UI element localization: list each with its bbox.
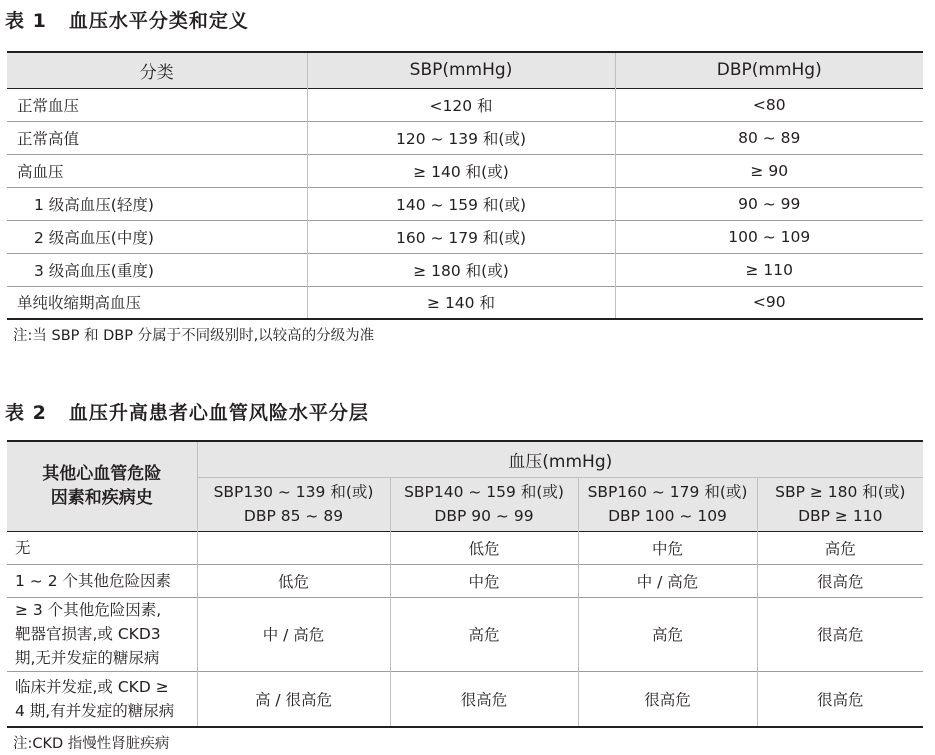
table2-title-text: 血压升高患者心血管风险水平分层: [68, 402, 369, 424]
blood-pressure-classification-table: [7, 51, 923, 320]
bp-range-header: SBP140 ~ 159 和(或) DBP 90 ~ 99: [390, 477, 578, 531]
table-row: [7, 253, 923, 286]
table2-label: 表 2: [5, 402, 47, 424]
table-header-row: [7, 441, 923, 477]
blood-pressure-header: 血压(mmHg): [197, 441, 923, 477]
risk-factors-header: [7, 441, 197, 531]
risk-level-cell: 低危: [390, 531, 578, 564]
category-cell: 3 级高血压(重度): [34, 261, 154, 280]
table-row: [7, 220, 923, 253]
header-category: 分类: [139, 62, 174, 83]
risk-level-cell: 中危: [578, 531, 757, 564]
risk-level-cell: 低危: [197, 564, 390, 597]
dbp-cell: 90 ~ 99: [615, 187, 923, 220]
risk-header-line: 因素和疾病史: [50, 488, 153, 509]
category-cell: 单纯收缩期高血压: [17, 294, 142, 313]
risk-level-cell: 很高危: [757, 564, 923, 597]
table-row: [7, 597, 923, 671]
bp-range-header: SBP160 ~ 179 和(或) DBP 100 ~ 109: [578, 477, 757, 531]
dbp-cell: <80: [615, 88, 923, 121]
risk-level-cell: 很高危: [390, 671, 578, 727]
sbp-cell: ≥ 140 和: [307, 286, 615, 319]
table1-title: [5, 6, 249, 33]
risk-level-cell: 中危: [390, 564, 578, 597]
risk-level-cell: 很高危: [757, 597, 923, 671]
sbp-cell: 140 ~ 159 和(或): [307, 187, 615, 220]
sbp-cell: ≥ 140 和(或): [307, 154, 615, 187]
table-row: [7, 121, 923, 154]
header-dbp: DBP(mmHg): [615, 52, 923, 88]
risk-factor-cell: 1 ~ 2 个其他危险因素: [15, 571, 171, 590]
header-sbp: SBP(mmHg): [307, 52, 615, 88]
bp-range-header: SBP130 ~ 139 和(或) DBP 85 ~ 89: [197, 477, 390, 531]
table2-title: [5, 398, 369, 425]
risk-level-cell: [197, 531, 390, 564]
category-cell: 2 级高血压(中度): [34, 228, 154, 247]
table-row: [7, 286, 923, 319]
risk-level-cell: 中 / 高危: [197, 597, 390, 671]
risk-header-line: 其他心血管危险: [42, 464, 162, 485]
risk-level-cell: 很高危: [578, 671, 757, 727]
bp-range-header: SBP ≥ 180 和(或) DBP ≥ 110: [757, 477, 923, 531]
risk-level-cell: 很高危: [757, 671, 923, 727]
table1-label: 表 1: [5, 10, 47, 32]
table-row: [7, 154, 923, 187]
sbp-cell: 120 ~ 139 和(或): [307, 121, 615, 154]
table-row: [7, 88, 923, 121]
table-header-row: [7, 52, 923, 88]
category-cell: 1 级高血压(轻度): [34, 195, 154, 214]
category-cell: 正常高值: [17, 129, 80, 148]
sbp-cell: <120 和: [307, 88, 615, 121]
risk-factor-cell: 临床并发症,或 CKD ≥ 4 期,有并发症的糖尿病: [15, 677, 175, 720]
dbp-cell: 80 ~ 89: [615, 121, 923, 154]
dbp-cell: <90: [615, 286, 923, 319]
cardiovascular-risk-stratification-table: [7, 440, 923, 728]
category-cell: 正常血压: [17, 96, 80, 115]
risk-factor-cell: 无: [15, 538, 31, 557]
risk-level-cell: 高危: [757, 531, 923, 564]
sbp-cell: ≥ 180 和(或): [307, 253, 615, 286]
table-row: [7, 564, 923, 597]
table-row: [7, 187, 923, 220]
category-cell: 高血压: [17, 162, 64, 181]
risk-level-cell: 高危: [578, 597, 757, 671]
risk-level-cell: 高 / 很高危: [197, 671, 390, 727]
dbp-cell: ≥ 110: [615, 253, 923, 286]
dbp-cell: ≥ 90: [615, 154, 923, 187]
sbp-cell: 160 ~ 179 和(或): [307, 220, 615, 253]
table-row: [7, 671, 923, 727]
table1-note: 注:当 SBP 和 DBP 分属于不同级别时,以较高的分级为准: [13, 328, 375, 344]
table1-title-text: 血压水平分类和定义: [68, 10, 249, 32]
dbp-cell: 100 ~ 109: [615, 220, 923, 253]
table2-note: 注:CKD 指慢性肾脏疾病: [13, 736, 170, 752]
risk-level-cell: 高危: [390, 597, 578, 671]
risk-level-cell: 中 / 高危: [578, 564, 757, 597]
risk-factor-cell: ≥ 3 个其他危险因素, 靶器官损害,或 CKD3 期,无并发症的糖尿病: [15, 601, 162, 667]
table-row: [7, 531, 923, 564]
